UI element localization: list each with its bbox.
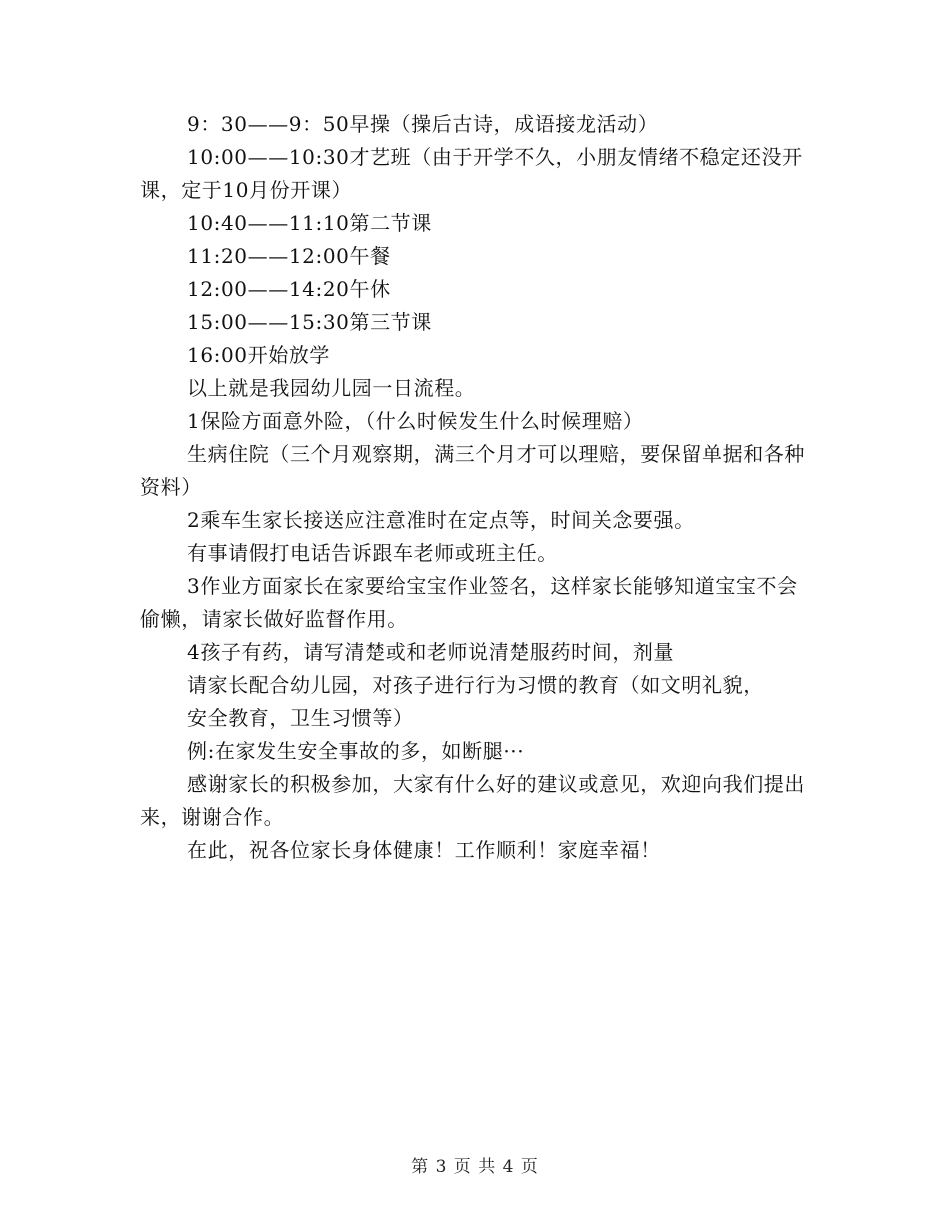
paragraph-insurance: 1保险方面意外险，（什么时候发生什么时候理赔） — [187, 409, 644, 433]
paragraph-schedule-dismissal: 16:00开始放学 — [187, 343, 331, 367]
document-body — [140, 108, 810, 867]
paragraph-schedule-nap: 12:00——14:20午休 — [187, 277, 391, 301]
paragraph-leave-request: 有事请假打电话告诉跟车老师或班主任。 — [187, 541, 558, 565]
paragraph-schedule-art-class: 10:00——10:30才艺班（由于开学不久，小朋友情绪不稳定还没开课，定于10月份开课） — [140, 145, 803, 202]
paragraph-hospitalization: 生病住院（三个月观察期，满三个月才可以理赔，要保留单据和各种资料） — [140, 442, 805, 499]
paragraph-schedule-third-class: 15:00——15:30第三节课 — [187, 310, 432, 334]
paragraph-safety-hygiene: 安全教育，卫生习惯等） — [187, 706, 414, 730]
paragraph-thanks: 感谢家长的积极参加，大家有什么好的建议或意见，欢迎向我们提出来，谢谢合作。 — [140, 772, 805, 829]
paragraph-bus-pickup: 2乘车生家长接送应注意准时在定点等，时间关念要强。 — [187, 508, 695, 532]
paragraph-accident-example: 例:在家发生安全事故的多，如断腿··· — [187, 739, 525, 763]
paragraph-homework: 3作业方面家长在家要给宝宝作业签名，这样家长能够知道宝宝不会偷懒，请家长做好监督作用。 — [140, 574, 798, 631]
paragraph-schedule-lunch: 11:20——12:00午餐 — [187, 244, 391, 268]
paragraph-schedule-summary: 以上就是我园幼儿园一日流程。 — [187, 376, 476, 400]
page-number-footer: 第 3 页 共 4 页 — [411, 1157, 539, 1177]
paragraph-schedule-exercise: 9：30——9：50早操（操后古诗，成语接龙活动） — [187, 112, 659, 136]
paragraph-medicine: 4孩子有药，请写清楚或和老师说清楚服药时间，剂量 — [187, 640, 675, 664]
paragraph-closing-wishes: 在此，祝各位家长身体健康！工作顺利！家庭幸福！ — [187, 838, 661, 862]
paragraph-behavior-education: 请家长配合幼儿园，对孩子进行行为习惯的教育（如文明礼貌， — [187, 673, 764, 697]
paragraph-schedule-second-class: 10:40——11:10第二节课 — [187, 211, 432, 235]
